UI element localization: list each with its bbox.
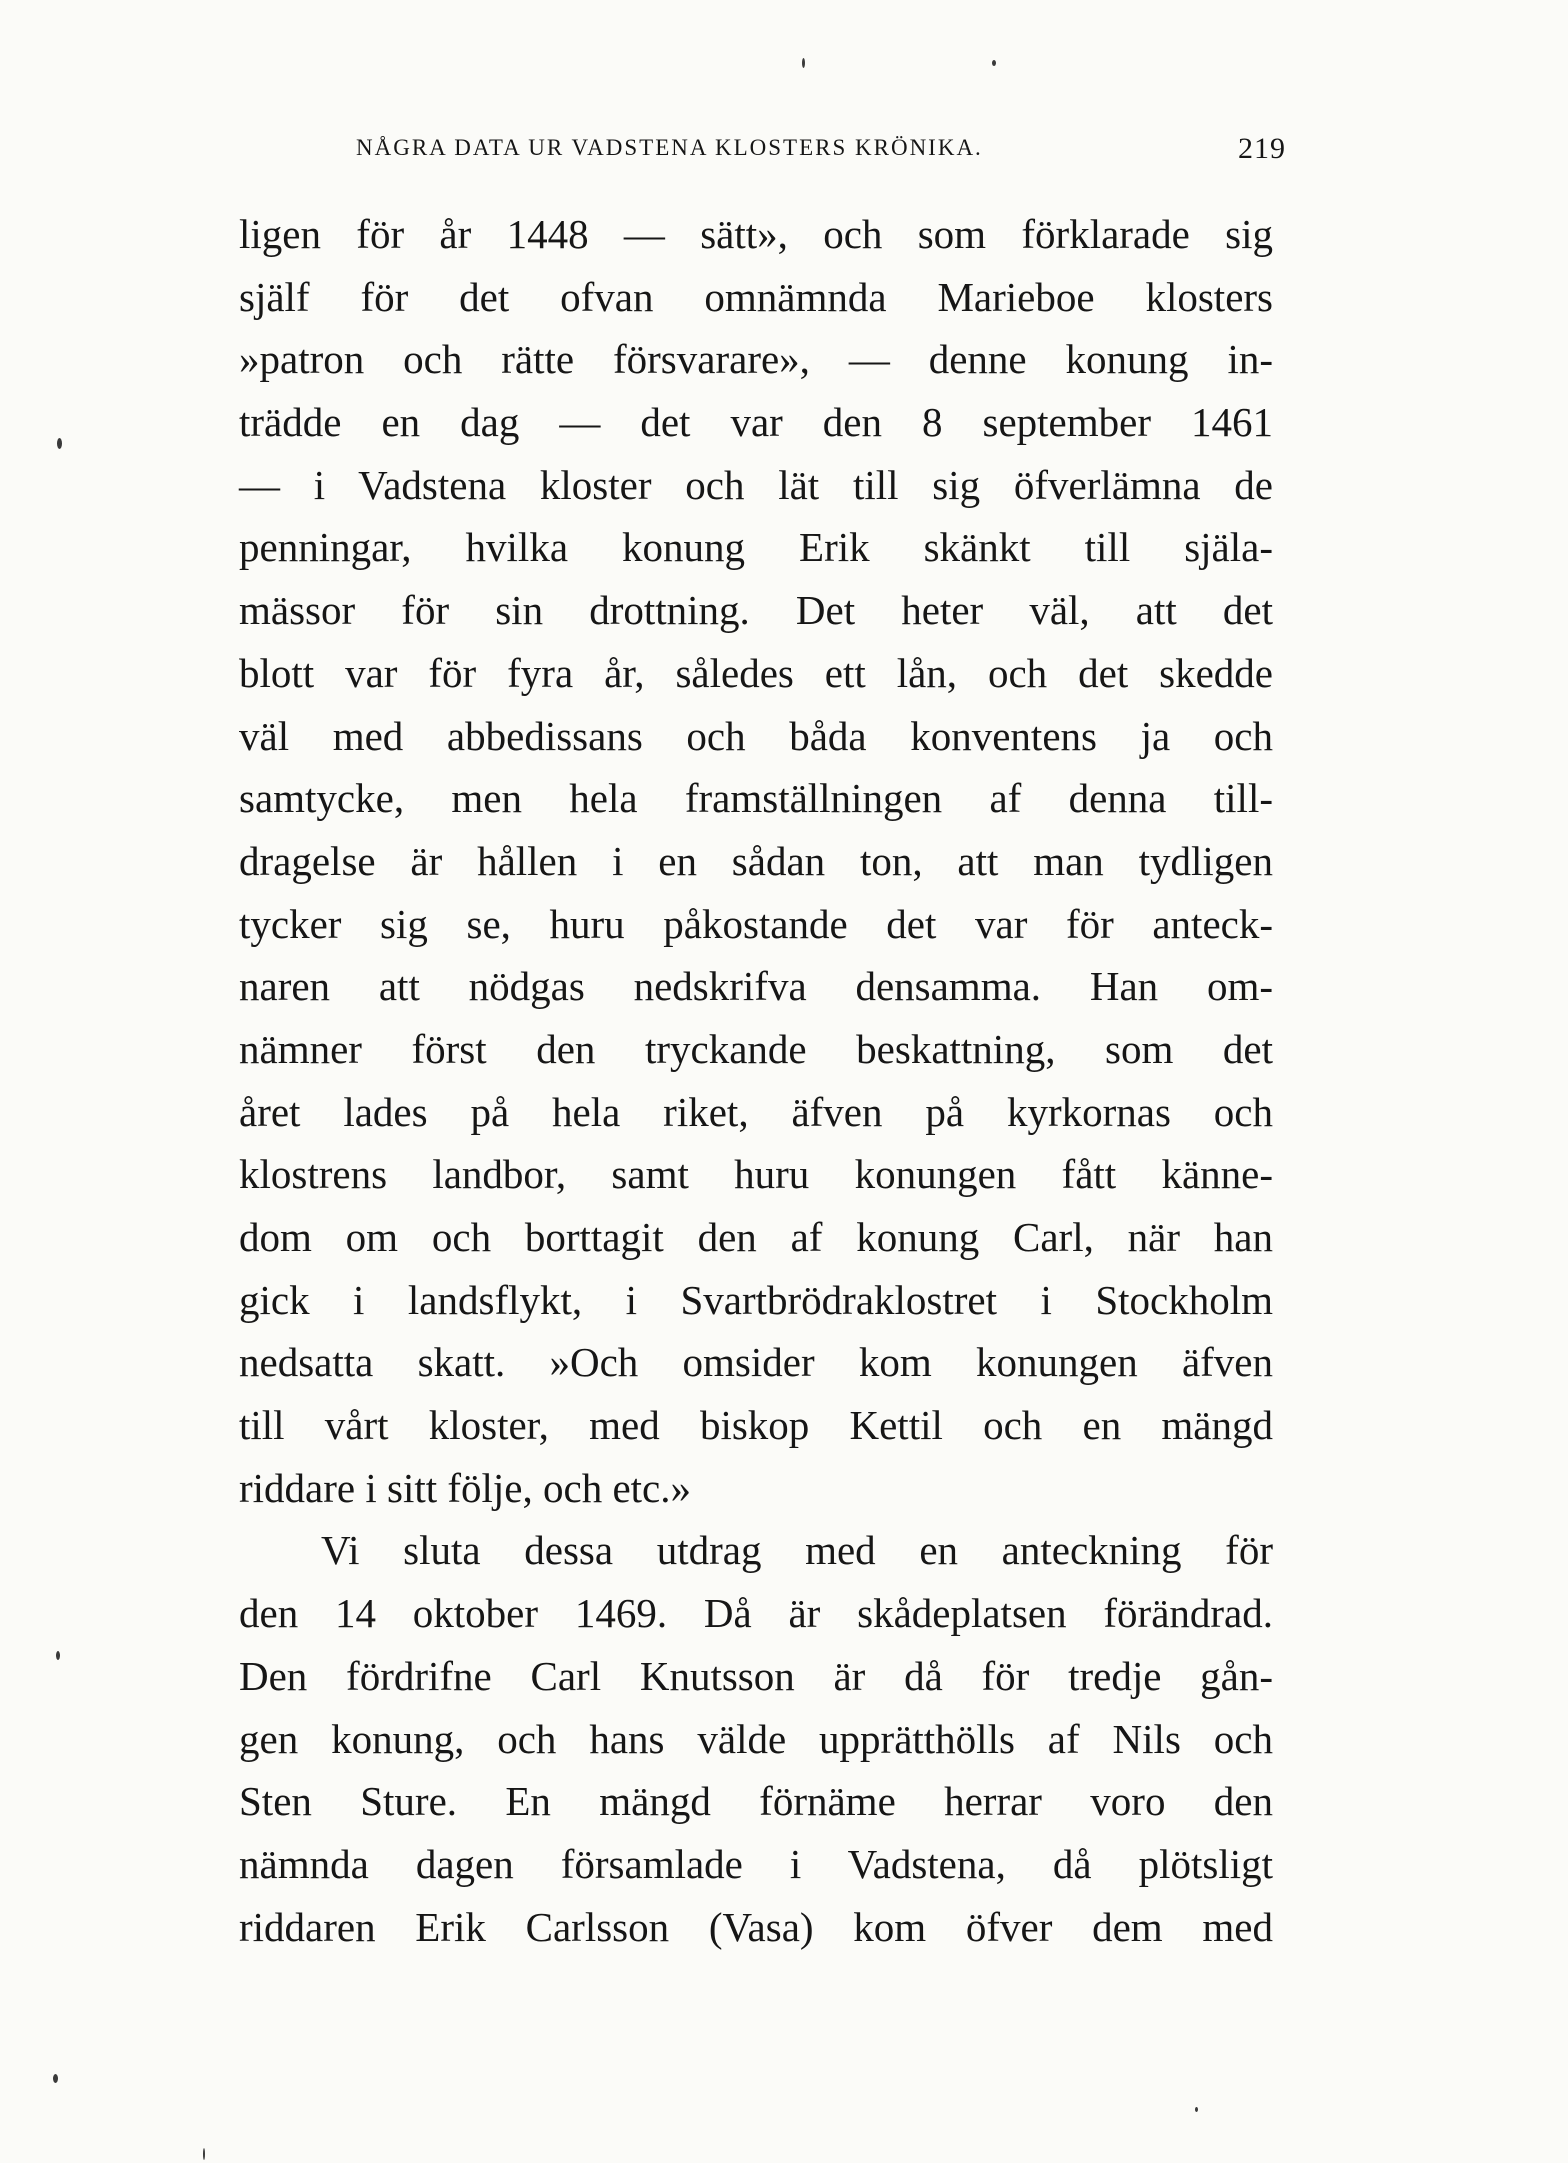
text-line: den 14 oktober 1469. Då är skådeplatsen förändrad. [239, 1590, 1273, 1637]
text-line: Sten Sture. En mängd förnäme herrar voro den [239, 1778, 1273, 1825]
text-line: samtycke, men hela framställningen af denna till- [239, 775, 1273, 822]
text-line: mässor för sin drottning. Det heter väl, att det [239, 587, 1273, 634]
page-number: 219 [1238, 132, 1286, 165]
text-line: naren att nödgas nedskrifva densamma. Han om- [239, 963, 1273, 1010]
text-line: penningar, hvilka konung Erik skänkt till själa- [239, 524, 1273, 571]
running-title: NÅGRA DATA UR VADSTENA KLOSTERS KRÖNIKA. [356, 135, 983, 160]
scan-speck [53, 2074, 58, 2083]
scan-speck [56, 1651, 60, 1660]
text-line: tycker sig se, huru påkostande det var för anteck- [239, 900, 1273, 947]
text-line: Den fördrifne Carl Knutsson är då för tredje gån- [239, 1652, 1273, 1699]
page-header [356, 132, 1286, 175]
text-line: nämner först den tryckande beskattning, som det [239, 1025, 1273, 1072]
text-line: gick i landsflykt, i Svartbrödraklostret i Stockholm [239, 1276, 1273, 1323]
text-line: själf för det ofvan omnämnda Marieboe klosters [239, 273, 1273, 320]
text-line: »patron och rätte försvarare», — denne konung in- [239, 336, 1273, 383]
scan-speck [802, 58, 805, 68]
text-line: Vi sluta dessa utdrag med en anteckning för [321, 1527, 1273, 1574]
text-line: blott var för fyra år, således ett lån, och det skedde [239, 649, 1273, 696]
text-line: nedsatta skatt. »Och omsider kom konungen äfven [239, 1339, 1273, 1386]
text-line: året lades på hela riket, äfven på kyrkornas och [239, 1088, 1273, 1135]
text-line: klostrens landbor, samt huru konungen fått känne- [239, 1151, 1273, 1198]
text-line: ligen för år 1448 — sätt», och som förklarade sig [239, 211, 1273, 257]
body-text [239, 203, 1273, 1958]
text-line: gen konung, och hans välde upprätthölls af Nils och [239, 1715, 1273, 1762]
text-line: dragelse är hållen i en sådan ton, att man tydligen [239, 837, 1273, 884]
text-line: — i Vadstena kloster och lät till sig öfverlämna de [239, 461, 1273, 508]
text-line: trädde en dag — det var den 8 september 1461 [239, 399, 1273, 446]
scan-speck [1195, 2107, 1198, 2112]
text-line: till vårt kloster, med biskop Kettil och en mängd [239, 1402, 1273, 1449]
text-line: riddaren Erik Carlsson (Vasa) kom öfver dem med [239, 1903, 1273, 1950]
text-line: riddare i sitt följe, och etc.» [239, 1464, 691, 1511]
scan-speck [57, 438, 62, 449]
text-line: nämnda dagen församlade i Vadstena, då plötsligt [239, 1840, 1273, 1887]
scan-speck [203, 2148, 205, 2160]
text-line: dom om och borttagit den af konung Carl, när han [239, 1214, 1273, 1260]
text-line: väl med abbedissans och båda konventens ja och [239, 712, 1273, 759]
scan-speck [992, 60, 996, 66]
